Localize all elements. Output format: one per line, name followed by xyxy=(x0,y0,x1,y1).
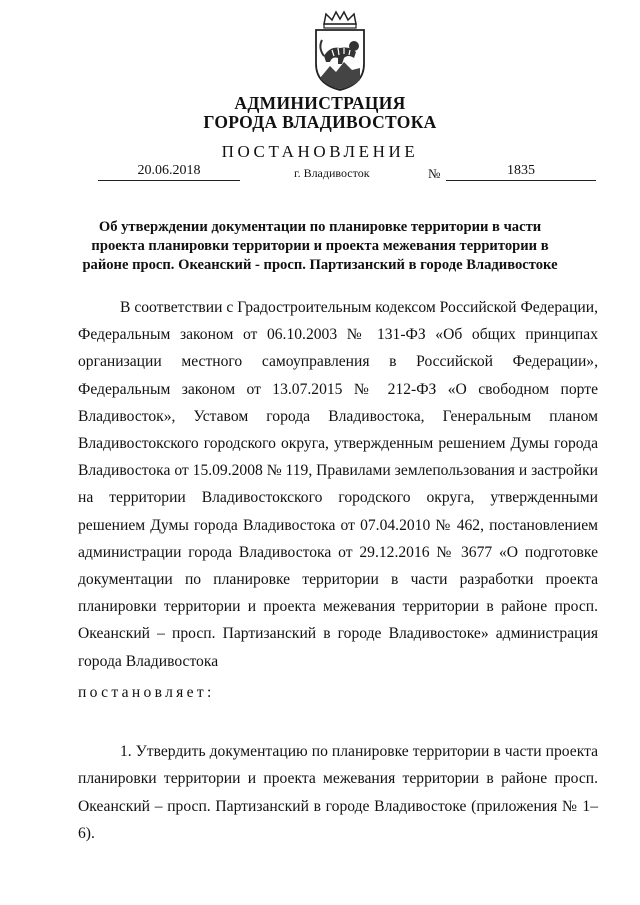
resolution-item: 1. Утвердить документацию по планировке территории в части проекта планировки территории и проекта межевания территории в районе просп. Океанский – просп. Партизанский в городе Владивостоке (приложения № 1–6). xyxy=(78,743,598,843)
preamble-paragraph: В соответствии с Градостроительным кодексом Российской Федерации, Федеральным законом от 06.10.2003 № 131-ФЗ «Об общих принципах организации местного самоуправления в Российской Федерации», Федеральным законом от 13.07.2015 № 212-ФЗ «О свободном порте Владивосток», Уставом города Владивостока, Генеральным планом Владивостокского городского округа, утвержденным решением Думы города Владивостока от 15.09.2008 № 119, Правилами землепользования и застройки на территории Владивостокского городского округа, утвержденными решением Думы города Владивостока от 07.04.2010 № 462, постановлением администрации города Владивостока от 29.12.2016 № 3677 «О подготовке документации по планировке территории в части разработки проекта планировки территории и проекта межевания территории в районе просп. Океанский – просп. Партизанский в городе Владивостоке» администрация города Владивостока xyxy=(78,299,598,670)
org-title-line1: АДМИНИСТРАЦИЯ xyxy=(234,93,406,113)
document-type: ПОСТАНОВЛЕНИЕ xyxy=(221,142,419,161)
resolves-word: постановляет: xyxy=(78,684,215,701)
document-number: 1835 xyxy=(446,163,596,181)
document-city: г. Владивосток xyxy=(294,166,370,180)
document-title: Об утверждении документации по планировке территории в части проекта планировки территории и проекта межевания территории в районе просп. Океанский - просп. Партизанский в городе Владивостоке xyxy=(82,219,558,273)
document-date: 20.06.2018 xyxy=(98,163,240,181)
vladivostok-coat-of-arms-icon xyxy=(300,10,380,92)
number-sign: № xyxy=(428,166,441,181)
org-title-line2: ГОРОДА ВЛАДИВОСТОКА xyxy=(203,112,437,132)
